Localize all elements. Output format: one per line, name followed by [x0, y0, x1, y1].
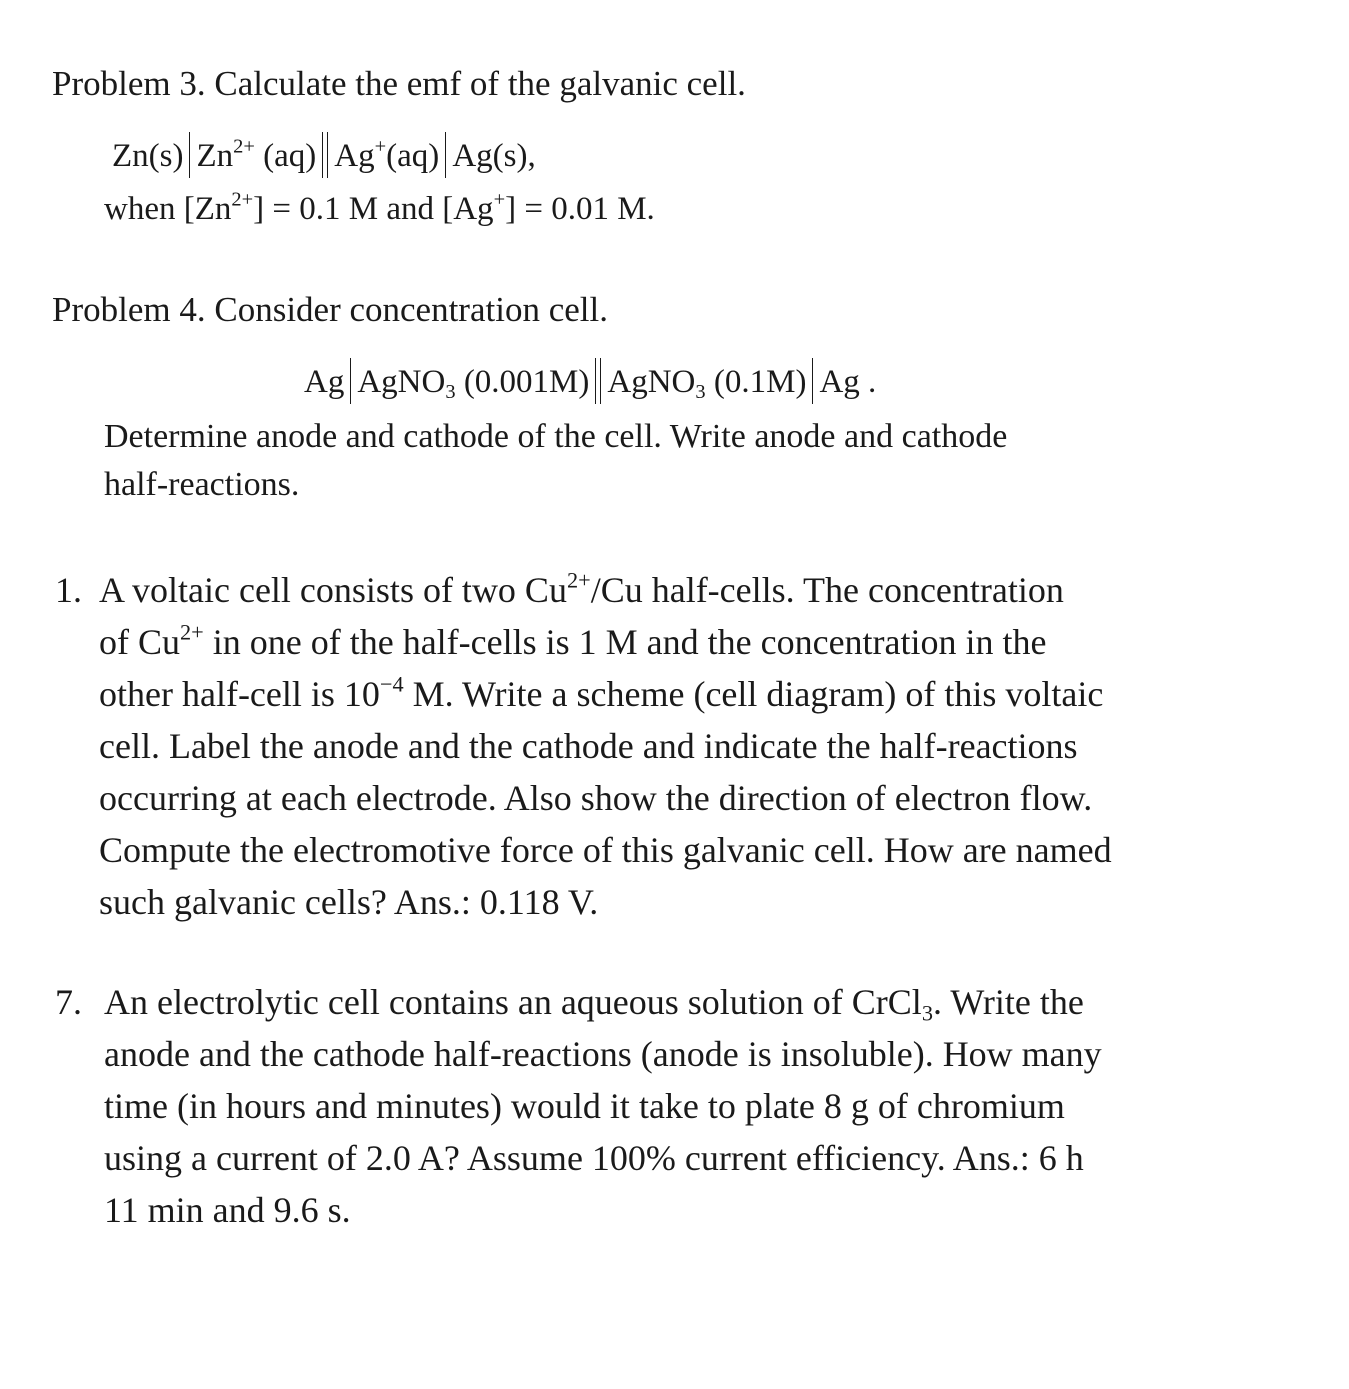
question-1-line: cell. Label the anode and the cathode and indicate the half-reactions [99, 726, 1078, 766]
q1-sup1: 2+ [566, 567, 591, 593]
phase-boundary [189, 132, 190, 178]
q1-sup2: 2+ [180, 619, 204, 645]
problem-4-text-line-1: Determine anode and cathode of the cell. Write anode and cathode [104, 418, 1008, 455]
ag-ion-charge: + [374, 135, 387, 158]
q7-l1b: . Write the [932, 982, 1084, 1022]
q1-l2a: of Cu [99, 622, 180, 662]
phase-boundary [445, 132, 446, 178]
q1-l3b: M. Write a scheme (cell diagram) of this voltaic [403, 674, 1104, 714]
ag-ion: Ag [334, 138, 375, 174]
question-7-text [104, 976, 1102, 1236]
condition-suffix: ] = 0.01 M. [505, 191, 655, 227]
problem-4-cell-notation [304, 358, 876, 404]
q1-l3a: other half-cell is 10 [99, 674, 380, 714]
question-1-line: Compute the electromotive force of this galvanic cell. How are named [99, 830, 1112, 870]
question-7-line: 11 min and 9.6 s. [104, 1190, 351, 1230]
phase-boundary [812, 358, 813, 404]
problem-4-text-line-2: half-reactions. [104, 466, 300, 503]
question-1-line [99, 668, 1112, 720]
question-1-text [99, 564, 1112, 928]
zn-ion: Zn [196, 138, 234, 174]
ag-aq: (aq) [386, 138, 440, 174]
problem-4-heading: Problem 4. Consider concentration cell. [52, 290, 608, 329]
question-1-number: 1. [55, 570, 82, 610]
question-1-line [99, 616, 1112, 668]
question-1-line: occurring at each electrode. Also show the direction of electron flow. [99, 778, 1093, 818]
question-7-line: anode and the cathode half-reactions (anode is insoluble). How many [104, 1034, 1102, 1074]
q1-l2b: in one of the half-cells is 1 M and the concentration in the [203, 622, 1047, 662]
problem-3-heading: Problem 3. Calculate the emf of the galvanic cell. [52, 64, 746, 103]
salt-bridge [595, 358, 601, 404]
conc-right: (0.1M) [705, 364, 807, 400]
zn-solid: Zn(s) [112, 138, 184, 174]
q7-sub1: 3 [921, 1000, 933, 1026]
zn-ion-charge: 2+ [233, 135, 255, 158]
question-7-line: using a current of 2.0 A? Assume 100% current efficiency. Ans.: 6 h [104, 1138, 1084, 1178]
ag-electrode-left: Ag [304, 364, 345, 400]
ag-solid: Ag(s), [452, 138, 536, 174]
question-1-line [99, 564, 1112, 616]
q1-l1a: A voltaic cell consists of two Cu [99, 570, 567, 610]
condition-prefix: when [Zn [104, 191, 232, 227]
salt-bridge [322, 132, 328, 178]
condition-ag-charge: + [493, 188, 506, 211]
problem-3-condition [104, 188, 655, 227]
silver-nitrate-left: AgNO [357, 364, 446, 400]
question-7-number: 7. [55, 982, 82, 1022]
q1-l1b: /Cu half-cells. The concentration [590, 570, 1064, 610]
q1-sup3: −4 [379, 671, 404, 697]
phase-boundary [350, 358, 351, 404]
silver-nitrate-right: AgNO [607, 364, 696, 400]
ag-electrode-right: Ag . [819, 364, 877, 400]
question-1-line: such galvanic cells? Ans.: 0.118 V. [99, 882, 599, 922]
zn-aq: (aq) [254, 138, 317, 174]
question-7-line [104, 976, 1102, 1028]
nitrate-subscript: 3 [695, 381, 706, 404]
conc-left: (0.001M) [455, 364, 590, 400]
q7-l1a: An electrolytic cell contains an aqueous solution of CrCl [104, 982, 922, 1022]
problem-3-cell-notation [112, 132, 536, 178]
nitrate-subscript: 3 [445, 381, 456, 404]
question-7-line: time (in hours and minutes) would it take to plate 8 g of chromium [104, 1086, 1065, 1126]
condition-zn-charge: 2+ [231, 188, 254, 211]
condition-mid: ] = 0.1 M and [Ag [253, 191, 494, 227]
